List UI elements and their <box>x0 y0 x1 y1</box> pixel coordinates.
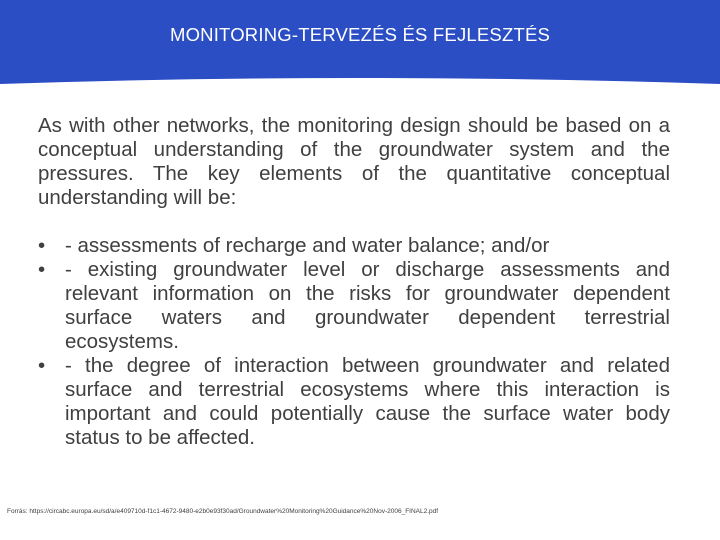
slide-title: MONITORING-TERVEZÉS ÉS FEJLESZTÉS <box>169 24 551 45</box>
list-item-text: - existing groundwater level or discharge assessments and relevant information on the risks for groundwater dependent surface waters and groundwater dependent terrestrial ecosystems. <box>65 258 670 353</box>
title-banner <box>0 0 720 96</box>
source-citation: Forrás: https://circabc.europa.eu/sd/a/e409710d-f1c1-4672-9480-e2b0e93f30ad/Groundwater%20Monitoring%20Guidance%20Nov-2006_FINAL2.pdf <box>7 508 439 515</box>
bullet-icon: • <box>38 258 46 281</box>
list-item <box>38 258 670 354</box>
slide-body <box>38 114 670 450</box>
intro-paragraph: As with other networks, the monitoring design should be based on a conceptual understanding of the groundwater system and the pressures. The key elements of the quantitative conceptual understanding will be: <box>38 114 670 209</box>
list-item <box>38 354 670 450</box>
bullet-icon: • <box>38 234 46 257</box>
title-banner-shape <box>0 0 720 96</box>
list-item <box>38 234 670 258</box>
list-item-text: - assessments of recharge and water balance; and/or <box>65 234 550 257</box>
bullet-list <box>38 234 670 450</box>
list-item-text: - the degree of interaction between groundwater and related surface and terrestrial ecosystems where this interaction is important and could potentially cause the surface water body status to be affected. <box>65 354 670 449</box>
bullet-icon: • <box>38 354 46 377</box>
